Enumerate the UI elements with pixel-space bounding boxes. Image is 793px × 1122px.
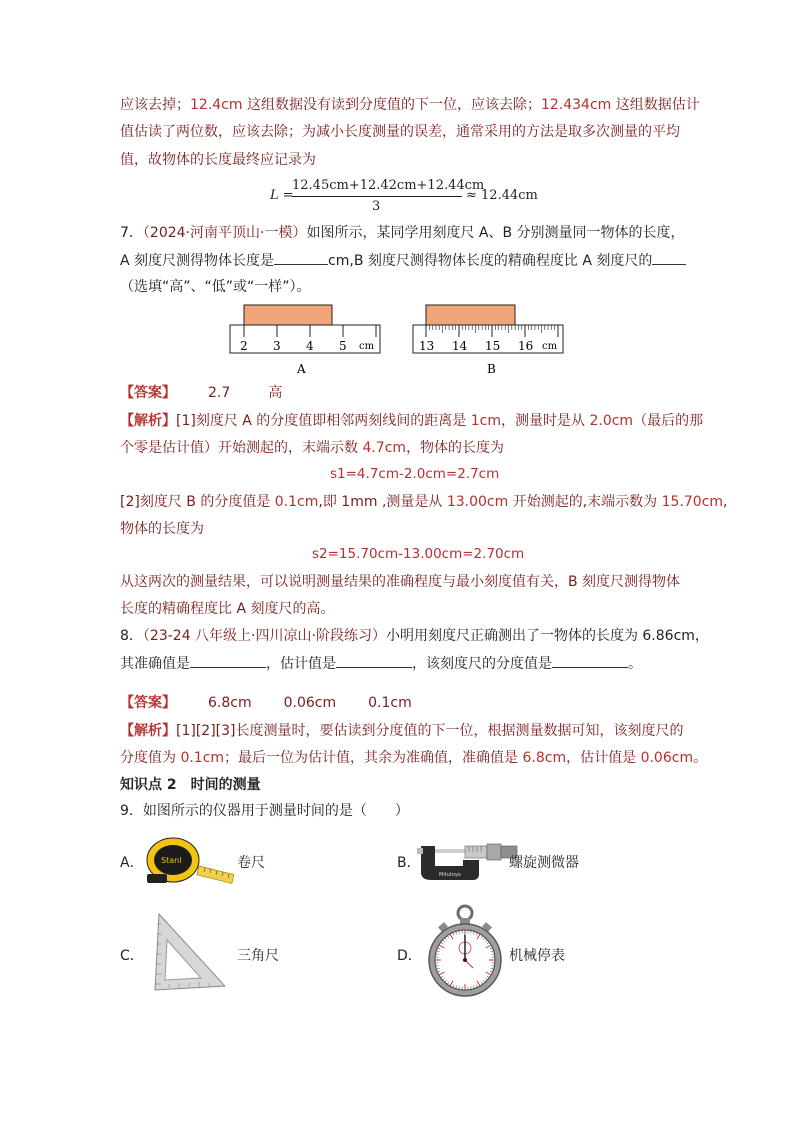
q7-stem-line3: （选填“高”、“低”或“一样”）。	[120, 279, 311, 295]
q8-analysis-p1	[176, 723, 684, 739]
q8-stem-part-a: 其准确值是	[120, 656, 190, 672]
q8-analysis-line1	[120, 721, 684, 741]
ruler-a	[230, 305, 380, 376]
q8-source: （23-24 八年级上·四川凉山·阶段练习）	[142, 628, 386, 644]
q8-analysis-segment: ；最后一位为估计值，其余为准确值，准确值是	[224, 750, 523, 766]
option-d-letter[interactable]: D．	[397, 948, 422, 964]
q8-answer-3: 0.1cm	[368, 695, 412, 711]
q7-analysis-p1	[176, 413, 703, 429]
q8-stem-text: 小明用刻度尺正确测出了一物体的长度为 6.86cm，	[385, 628, 709, 644]
q7-analysis-segment: 个零是估计值）开始测起的，末端示数	[120, 440, 363, 456]
q7-analysis-segment: 开始测起的,末端示数为	[508, 494, 662, 510]
analysis-label: 【解析】	[120, 723, 176, 739]
q9-stem: 9．如图所示的仪器用于测量时间的是（ ）	[120, 803, 409, 819]
q7-analysis-line1	[120, 411, 703, 431]
formula-bar	[292, 196, 462, 197]
q8-blank-1	[190, 653, 266, 668]
q7-analysis-line5: 从这两次的测量结果，可以说明测量结果的准确程度与最小刻度值有关，B 刻度尺测得物体	[120, 574, 681, 590]
analysis-label: 【解析】	[120, 413, 176, 429]
option-c-label: 三角尺	[237, 948, 279, 964]
q7-analysis-segment: 1cm	[470, 413, 502, 429]
option-c-letter[interactable]: C．	[120, 948, 144, 964]
svg-text:Mitutoyo: Mitutoyo	[439, 872, 461, 878]
ruler-b	[413, 305, 563, 376]
q8-analysis-line2	[120, 748, 707, 768]
answer-label: 【答案】	[120, 695, 176, 711]
q7-analysis-line6: 长度的精确程度比 A 刻度尺的高。	[120, 601, 335, 617]
q7-analysis-segment: ，测量时是从	[501, 413, 590, 429]
stopwatch-icon	[425, 904, 505, 1000]
q7-stem-part-b: cm,B 刻度尺测得物体长度的精确程度比 A 刻度尺的	[328, 253, 653, 269]
q8-analysis-segment: 6.8cm	[522, 750, 567, 766]
q7-stem-line1	[120, 223, 685, 243]
q7-equation-2: s2=15.70cm-13.00cm=2.70cm	[312, 546, 525, 562]
q7-analysis-segment: （最后的那	[633, 413, 704, 429]
ruler-a-body	[230, 325, 380, 353]
q8-analysis-segment: 分度值为	[120, 750, 181, 766]
q7-analysis-segment: ,即 1mm ,测量是从	[318, 494, 447, 510]
q8-answer	[120, 693, 412, 713]
q7-analysis-segment: ,	[723, 494, 728, 510]
q8-answer-1: 6.8cm	[208, 695, 252, 711]
ruler-b-object	[426, 305, 515, 325]
svg-text:Stanl: Stanl	[161, 856, 182, 865]
ruler-b-unit: cm	[542, 341, 558, 352]
answer-label: 【答案】	[120, 385, 176, 401]
q7-blank-2	[652, 250, 686, 265]
set-square-icon	[145, 910, 229, 996]
q7-analysis-segment: [2]刻度尺 B 的分度值是	[120, 494, 275, 510]
q8-analysis-segment: 0.1cm	[180, 750, 225, 766]
q7-analysis-segment: 4.7cm	[362, 440, 407, 456]
formula-denominator: 3	[372, 199, 381, 214]
q8-stem-part-b: ，估计值是	[266, 656, 336, 672]
q6-analysis-segment: 12.4cm	[190, 97, 243, 113]
ruler-a-label-3: 3	[273, 339, 281, 353]
q6-analysis-segment: 这组数据估计	[611, 97, 700, 113]
option-b-letter[interactable]: B．	[397, 855, 421, 871]
q8-blank-2	[336, 653, 412, 668]
formula-rhs: ≈ 12.44cm	[466, 188, 538, 203]
q7-analysis-line2	[120, 438, 504, 458]
q7-equation-1: s1=4.7cm-2.0cm=2.7cm	[330, 466, 500, 482]
q8-analysis-segment: ，估计值是	[566, 750, 641, 766]
ruler-b-label-13: 13	[419, 339, 435, 353]
q8-stem-part-c: ，该刻度尺的分度值是	[412, 656, 552, 672]
option-a-label: 卷尺	[237, 855, 265, 871]
ruler-a-unit: cm	[359, 341, 375, 352]
q6-analysis-segment: 应该去掉；	[120, 97, 190, 113]
rulers-figure	[225, 300, 575, 380]
q6-analysis-segment: 这组数据没有读到分度值的下一位，应该去除；	[242, 97, 541, 113]
micrometer-icon	[415, 836, 523, 886]
q7-stem-text: 如图所示，某同学用刻度尺 A、B 分别测量同一物体的长度，	[306, 225, 685, 241]
option-b-label: 螺旋测微器	[509, 855, 579, 871]
q7-answer-2: 高	[268, 385, 283, 401]
q8-analysis-segment: [1][2][3]长度测量时，要估读到分度值的下一位，根据测量数据可知，该刻度尺的	[176, 723, 684, 739]
q7-stem-line2	[120, 250, 686, 271]
q6-analysis-line3: 值，故物体的长度最终应记录为	[120, 152, 316, 168]
q8-analysis-segment: 0.06cm	[640, 750, 694, 766]
q7-answer-1: 2.7	[208, 385, 231, 401]
q8-answer-2: 0.06cm	[283, 695, 337, 711]
tape-measure-icon	[143, 826, 238, 888]
q7-analysis-segment: 0.1cm	[274, 494, 319, 510]
ruler-b-label-16: 16	[518, 339, 534, 353]
q7-analysis-segment: 2.0cm	[589, 413, 634, 429]
q7-number: 7．	[120, 225, 143, 241]
q6-analysis-segment: 12.434cm	[540, 97, 612, 113]
q7-analysis-segment: 15.70cm	[661, 494, 724, 510]
q8-stem-line1	[120, 626, 709, 646]
q7-analysis-line3	[120, 492, 728, 512]
q7-blank-1	[274, 250, 328, 265]
q8-analysis-segment: 。	[693, 750, 708, 766]
q8-blank-3	[552, 653, 628, 668]
q8-stem-line2	[120, 653, 642, 674]
option-a-letter[interactable]: A．	[120, 855, 144, 871]
q7-source: （2024·河南平顶山·一模）	[142, 225, 307, 241]
q7-analysis-segment: ，物体的长度为	[406, 440, 505, 456]
formula-lhs: L =	[270, 188, 294, 203]
option-d-label: 机械停表	[509, 948, 565, 964]
q7-analysis-segment: 13.00cm	[446, 494, 509, 510]
section-heading: 知识点 2 时间的测量	[120, 777, 261, 793]
q6-analysis-line1	[120, 95, 700, 115]
q8-number: 8．	[120, 628, 143, 644]
ruler-b-caption: B	[487, 362, 496, 376]
ruler-b-label-14: 14	[452, 339, 468, 353]
ruler-a-caption: A	[297, 362, 306, 376]
ruler-a-object	[244, 305, 332, 325]
q7-analysis-line4: 物体的长度为	[120, 521, 204, 537]
q7-answer	[120, 383, 282, 403]
ruler-b-label-15: 15	[485, 339, 501, 353]
q6-analysis-line2: 值估读了两位数，应该去除；为减小长度测量的误差，通常采用的方法是取多次测量的平均	[120, 124, 680, 140]
ruler-a-label-4: 4	[306, 339, 314, 353]
q6-formula	[270, 178, 550, 218]
formula-numerator: 12.45cm+12.42cm+12.44cm	[292, 178, 485, 193]
ruler-a-label-5: 5	[339, 339, 347, 353]
q8-stem-part-d: 。	[628, 656, 642, 672]
q7-analysis-segment: [1]刻度尺 A 的分度值即相邻两刻线间的距离是	[176, 413, 471, 429]
ruler-a-label-2: 2	[240, 339, 248, 353]
q7-stem-part-a: A 刻度尺测得物体长度是	[120, 253, 275, 269]
